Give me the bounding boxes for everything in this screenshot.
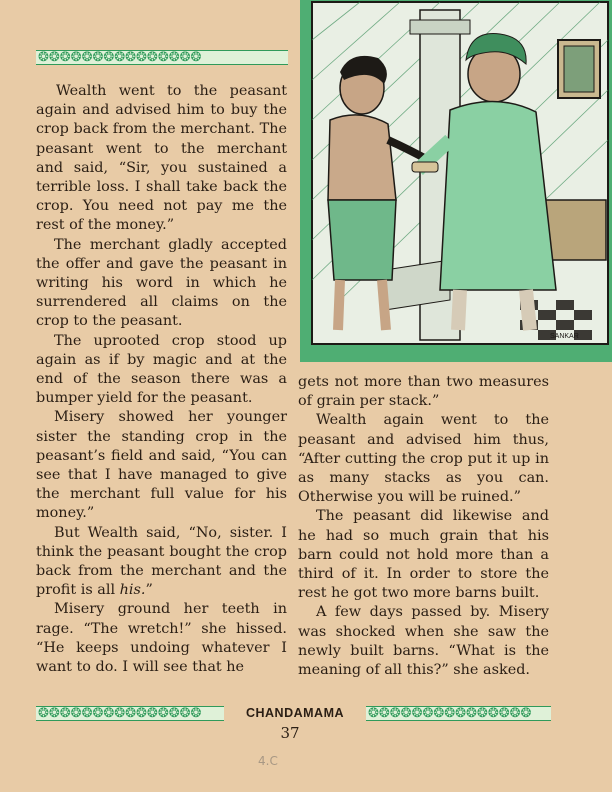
paragraph: A few days passed by. Misery was shocked when she saw the newly built barns. “What is the meaning of all this?” she asked. bbox=[298, 604, 549, 679]
right-text-column bbox=[298, 373, 549, 680]
paragraph bbox=[36, 524, 287, 601]
paragraph: The merchant gladly accepted the offer and gave the peasant in writing his word in which he surrendered all claims on the crop to the peasant. bbox=[36, 236, 287, 330]
story-illustration bbox=[300, 0, 612, 362]
footer-left-border: ❂❂❂❂❂❂❂❂❂❂❂❂❂❂❂ bbox=[36, 706, 224, 721]
pencil-annotation: 4.C bbox=[258, 754, 278, 768]
closing-quote: ” bbox=[145, 582, 153, 599]
page-number: 37 bbox=[280, 724, 300, 742]
top-decorative-border: ❂❂❂❂❂❂❂❂❂❂❂❂❂❂❂ bbox=[36, 50, 288, 65]
paragraph: The uprooted crop stood up again as if by magic and at the end of the season there was a bumper yield for the peasant. bbox=[36, 332, 287, 407]
magazine-title: CHANDAMAMA bbox=[245, 706, 345, 720]
paragraph-text: But Wealth said, “No, sister. I think the peasant bought the crop back from the merchant and the profit is all bbox=[36, 524, 287, 599]
paragraph: gets not more than two measures of grain per stack.” bbox=[298, 374, 549, 410]
paragraph: Misery showed her younger sister the standing crop in the peasant’s field and said, “You can see that I have managed to give the merchant full value for his money.” bbox=[36, 409, 287, 522]
left-text-column bbox=[36, 82, 287, 677]
paragraph: Misery ground her teeth in rage. “The wretch!” she hissed. “He keeps undoing whatever I want to do. I will see that he bbox=[36, 601, 287, 676]
illustrator-signature: SANKAR bbox=[550, 333, 579, 340]
paragraph: Wealth went to the peasant again and advised him to buy the crop back from the merchant. The peasant went to the merchant and said, “Sir, you sustained a terrible loss. I shall take back the crop. You need not pay me the rest of the money.” bbox=[36, 83, 287, 234]
footer-right-border: ❂❂❂❂❂❂❂❂❂❂❂❂❂❂❂ bbox=[366, 706, 551, 721]
emphasized-word: his. bbox=[119, 582, 146, 599]
paragraph: The peasant did likewise and he had so much grain that his barn could not hold more than a third of it. In order to store the rest he got two more barns built. bbox=[298, 508, 549, 602]
paragraph: Wealth again went to the peasant and advised him thus, “After cutting the crop put it up in as many stacks as you can. Otherwise you will be ruined.” bbox=[298, 412, 549, 506]
